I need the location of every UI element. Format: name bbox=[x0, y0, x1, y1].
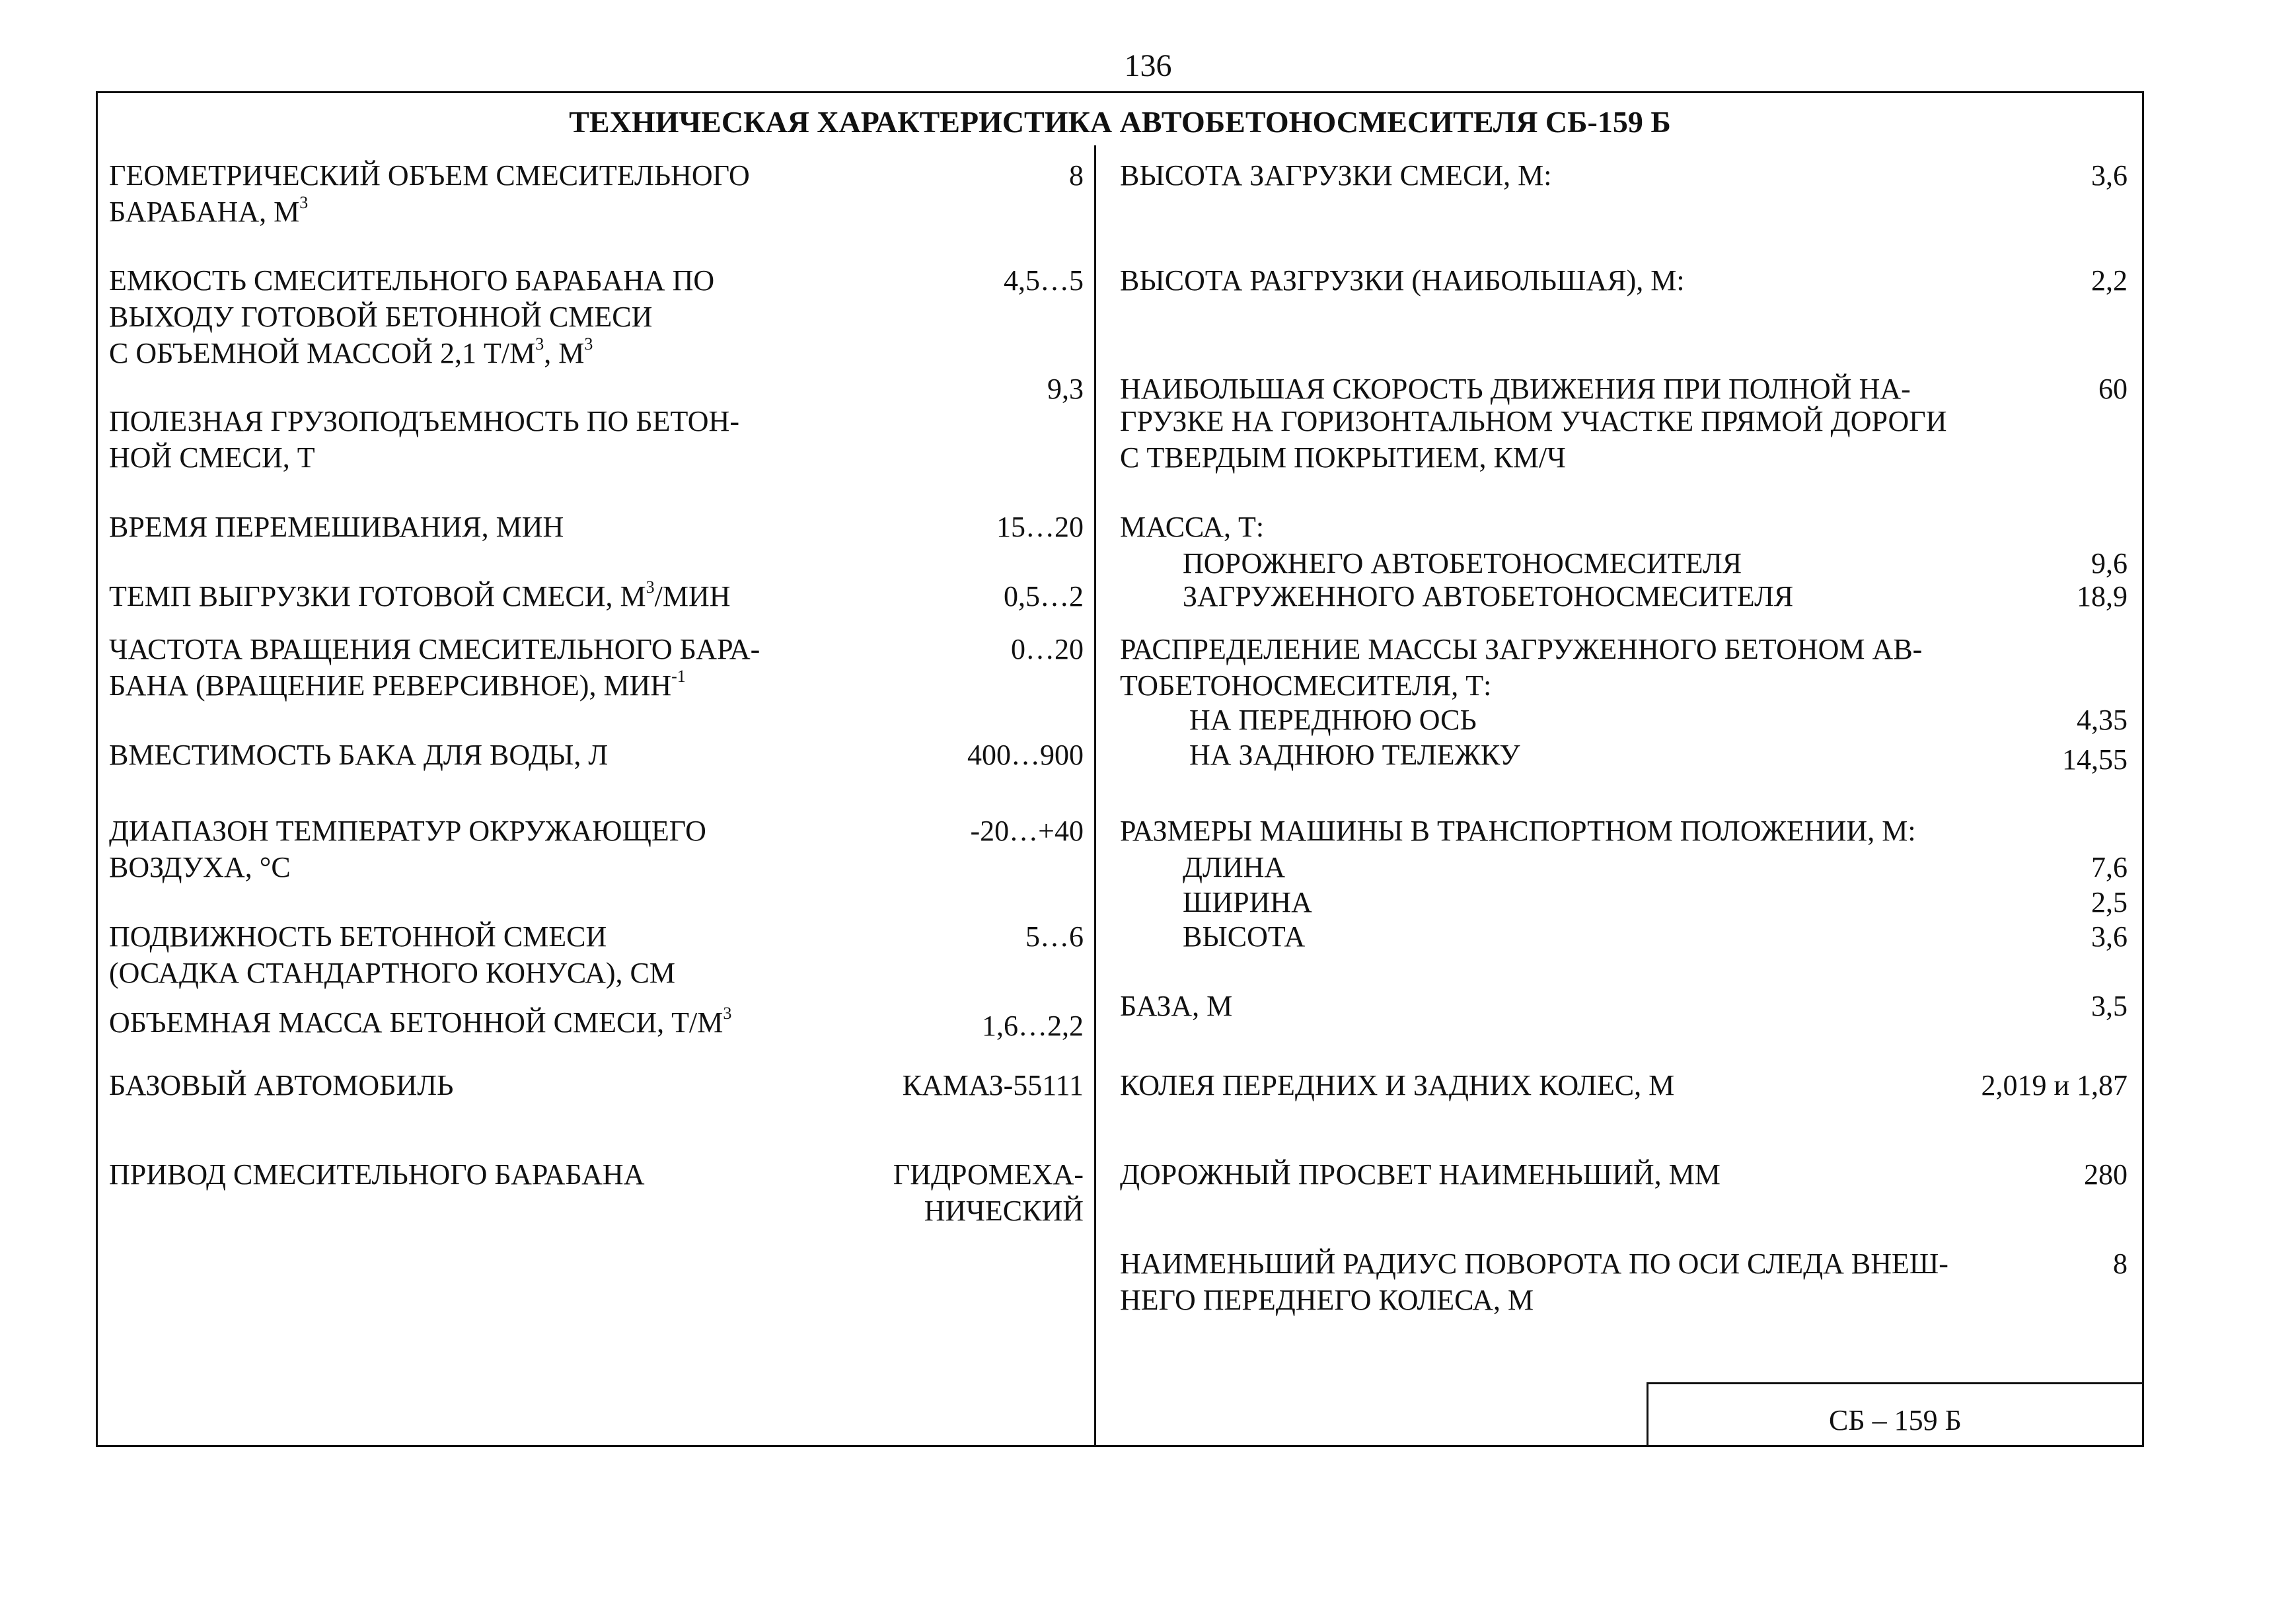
spec-label-turning-radius-line-1: НАИМЕНЬШИЙ РАДИУС ПОВОРОТА ПО ОСИ СЛЕДА ВНЕШ- bbox=[1120, 1247, 1948, 1280]
spec-label-payload-line-2: НОЙ СМЕСИ, Т bbox=[109, 441, 315, 474]
page-number: 136 bbox=[1124, 48, 1172, 83]
spec-value-drum-capacity: 4,5…5 bbox=[1004, 264, 1084, 297]
spec-label-drum-drive: ПРИВОД СМЕСИТЕЛЬНОГО БАРАБАНА bbox=[109, 1158, 645, 1191]
spec-label-temperature-line-2: ВОЗДУХА, °С bbox=[109, 851, 291, 883]
spec-value-mass-empty: 9,6 bbox=[2091, 547, 2128, 579]
spec-value-density: 1,6…2,2 bbox=[982, 1010, 1084, 1042]
spec-value-workability: 5…6 bbox=[1025, 920, 1084, 953]
spec-value-loading-height: 3,6 bbox=[2091, 159, 2128, 192]
spec-label-max-speed-line-1: НАИБОЛЬШАЯ СКОРОСТЬ ДВИЖЕНИЯ ПРИ ПОЛНОЙ НА- bbox=[1120, 373, 1911, 405]
spec-value-mixing-time: 15…20 bbox=[996, 511, 1084, 543]
spec-value-max-speed: 60 bbox=[2098, 373, 2128, 405]
spec-value-unload-rate: 0,5…2 bbox=[1004, 580, 1084, 613]
spec-value-unloading-height: 2,2 bbox=[2091, 264, 2128, 297]
spec-value-rear-bogie: 14,55 bbox=[2062, 743, 2128, 776]
spec-value-height: 3,6 bbox=[2091, 920, 2128, 953]
spec-value-payload: 9,3 bbox=[1047, 373, 1084, 405]
spec-value-front-axle: 4,35 bbox=[2077, 704, 2128, 736]
spec-value-width: 2,5 bbox=[2091, 886, 2128, 918]
spec-label-mass-loaded: ЗАГРУЖЕННОГО АВТОБЕТОНОСМЕСИТЕЛЯ bbox=[1183, 580, 1794, 613]
spec-value-geometric-volume: 8 bbox=[1069, 159, 1084, 192]
spec-heading-mass: МАССА, Т: bbox=[1120, 511, 1265, 543]
spec-label-drum-rotation-line-1: ЧАСТОТА ВРАЩЕНИЯ СМЕСИТЕЛЬНОГО БАРА- bbox=[109, 633, 760, 665]
spec-label-ground-clearance: ДОРОЖНЫЙ ПРОСВЕТ НАИМЕНЬШИЙ, ММ bbox=[1120, 1158, 1721, 1191]
spec-label-loading-height: ВЫСОТА ЗАГРУЗКИ СМЕСИ, М: bbox=[1120, 159, 1552, 192]
spec-label-base-vehicle: БАЗОВЫЙ АВТОМОБИЛЬ bbox=[109, 1069, 454, 1101]
spec-value-drum-drive-line-1: ГИДРОМЕХА- bbox=[893, 1158, 1084, 1191]
spec-label-drum-rotation-line-2: БАНА (ВРАЩЕНИЕ РЕВЕРСИВНОЕ), $МИН^{-1}$ bbox=[109, 667, 686, 702]
spec-label-drum-capacity-line-1: ЕМКОСТЬ СМЕСИТЕЛЬНОГО БАРАБАНА ПО bbox=[109, 264, 715, 297]
spec-value-ground-clearance: 280 bbox=[2084, 1158, 2128, 1191]
spec-label-width: ШИРИНА bbox=[1183, 886, 1312, 918]
spec-label-workability-line-1: ПОДВИЖНОСТЬ БЕТОННОЙ СМЕСИ bbox=[109, 920, 607, 953]
spec-heading-mass-distribution-line-2: ТОБЕТОНОСМЕСИТЕЛЯ, Т: bbox=[1120, 669, 1492, 702]
spec-value-water-tank: 400…900 bbox=[967, 739, 1084, 771]
spec-value-wheelbase: 3,5 bbox=[2091, 990, 2128, 1022]
spec-label-front-axle: НА ПЕРЕДНЮЮ ОСЬ bbox=[1189, 704, 1477, 736]
spec-value-length: 7,6 bbox=[2091, 851, 2128, 883]
spec-label-geometric-volume-line-1: ГЕОМЕТРИЧЕСКИЙ ОБЪЕМ СМЕСИТЕЛЬНОГО bbox=[109, 159, 750, 192]
spec-label-unloading-height: ВЫСОТА РАЗГРУЗКИ (НАИБОЛЬШАЯ), М: bbox=[1120, 264, 1685, 297]
spec-label-temperature-line-1: ДИАПАЗОН ТЕМПЕРАТУР ОКРУЖАЮЩЕГО bbox=[109, 815, 706, 847]
column-divider bbox=[1094, 145, 1096, 1447]
spec-label-drum-capacity-line-3: С ОБЪЕМНОЙ МАССОЙ 2,1 $Т/М^3$, $М^3$ bbox=[109, 334, 593, 369]
spec-label-mass-empty: ПОРОЖНЕГО АВТОБЕТОНОСМЕСИТЕЛЯ bbox=[1183, 547, 1742, 579]
spec-label-unload-rate: ТЕМП ВЫГРУЗКИ ГОТОВОЙ СМЕСИ, $М^3$/МИН bbox=[109, 577, 731, 613]
spec-value-mass-loaded: 18,9 bbox=[2077, 580, 2128, 613]
spec-label-mixing-time: ВРЕМЯ ПЕРЕМЕШИВАНИЯ, МИН bbox=[109, 511, 564, 543]
spec-label-max-speed-line-2: ГРУЗКЕ НА ГОРИЗОНТАЛЬНОМ УЧАСТКЕ ПРЯМОЙ ДОРОГИ bbox=[1120, 405, 1947, 437]
spec-value-temperature: -20…+40 bbox=[970, 815, 1084, 847]
spec-label-length: ДЛИНА bbox=[1183, 851, 1286, 883]
spec-label-max-speed-line-3: С ТВЕРДЫМ ПОКРЫТИЕМ, КМ/Ч bbox=[1120, 441, 1566, 474]
spec-label-geometric-volume-line-2: БАРАБАНА, $М^3$ bbox=[109, 193, 309, 228]
spec-label-drum-capacity-line-2: ВЫХОДУ ГОТОВОЙ БЕТОННОЙ СМЕСИ bbox=[109, 301, 653, 333]
spec-label-density: ОБЪЕМНАЯ МАССА БЕТОННОЙ СМЕСИ, $Т/М^3$ bbox=[109, 1004, 732, 1039]
spec-label-payload-line-1: ПОЛЕЗНАЯ ГРУЗОПОДЪЕМНОСТЬ ПО БЕТОН- bbox=[109, 405, 739, 437]
spec-value-drum-rotation: 0…20 bbox=[1011, 633, 1084, 665]
spec-label-wheelbase: БАЗА, М bbox=[1120, 990, 1233, 1022]
spec-value-turning-radius: 8 bbox=[2113, 1247, 2128, 1280]
spec-value-base-vehicle: КАМАЗ-55111 bbox=[902, 1069, 1084, 1101]
spec-value-drum-drive-line-2: НИЧЕСКИЙ bbox=[924, 1195, 1084, 1227]
spec-heading-mass-distribution-line-1: РАСПРЕДЕЛЕНИЕ МАССЫ ЗАГРУЖЕННОГО БЕТОНОМ АВ- bbox=[1120, 633, 1923, 665]
spec-value-track: 2,019 и 1,87 bbox=[1981, 1069, 2128, 1101]
document-title: ТЕХНИЧЕСКАЯ ХАРАКТЕРИСТИКА АВТОБЕТОНОСМЕСИТЕЛЯ СБ-159 Б bbox=[569, 105, 1671, 139]
spec-heading-dimensions: РАЗМЕРЫ МАШИНЫ В ТРАНСПОРТНОМ ПОЛОЖЕНИИ, М: bbox=[1120, 815, 1916, 847]
spec-label-rear-bogie: НА ЗАДНЮЮ ТЕЛЕЖКУ bbox=[1189, 739, 1520, 771]
model-stamp-text: СБ – 159 Б bbox=[1829, 1404, 1962, 1436]
spec-label-water-tank: ВМЕСТИМОСТЬ БАКА ДЛЯ ВОДЫ, Л bbox=[109, 739, 609, 771]
spec-label-workability-line-2: (ОСАДКА СТАНДАРТНОГО КОНУСА), СМ bbox=[109, 957, 675, 989]
spec-label-height: ВЫСОТА bbox=[1183, 920, 1306, 953]
spec-label-track: КОЛЕЯ ПЕРЕДНИХ И ЗАДНИХ КОЛЕС, М bbox=[1120, 1069, 1675, 1101]
spec-label-turning-radius-line-2: НЕГО ПЕРЕДНЕГО КОЛЕСА, М bbox=[1120, 1284, 1534, 1316]
